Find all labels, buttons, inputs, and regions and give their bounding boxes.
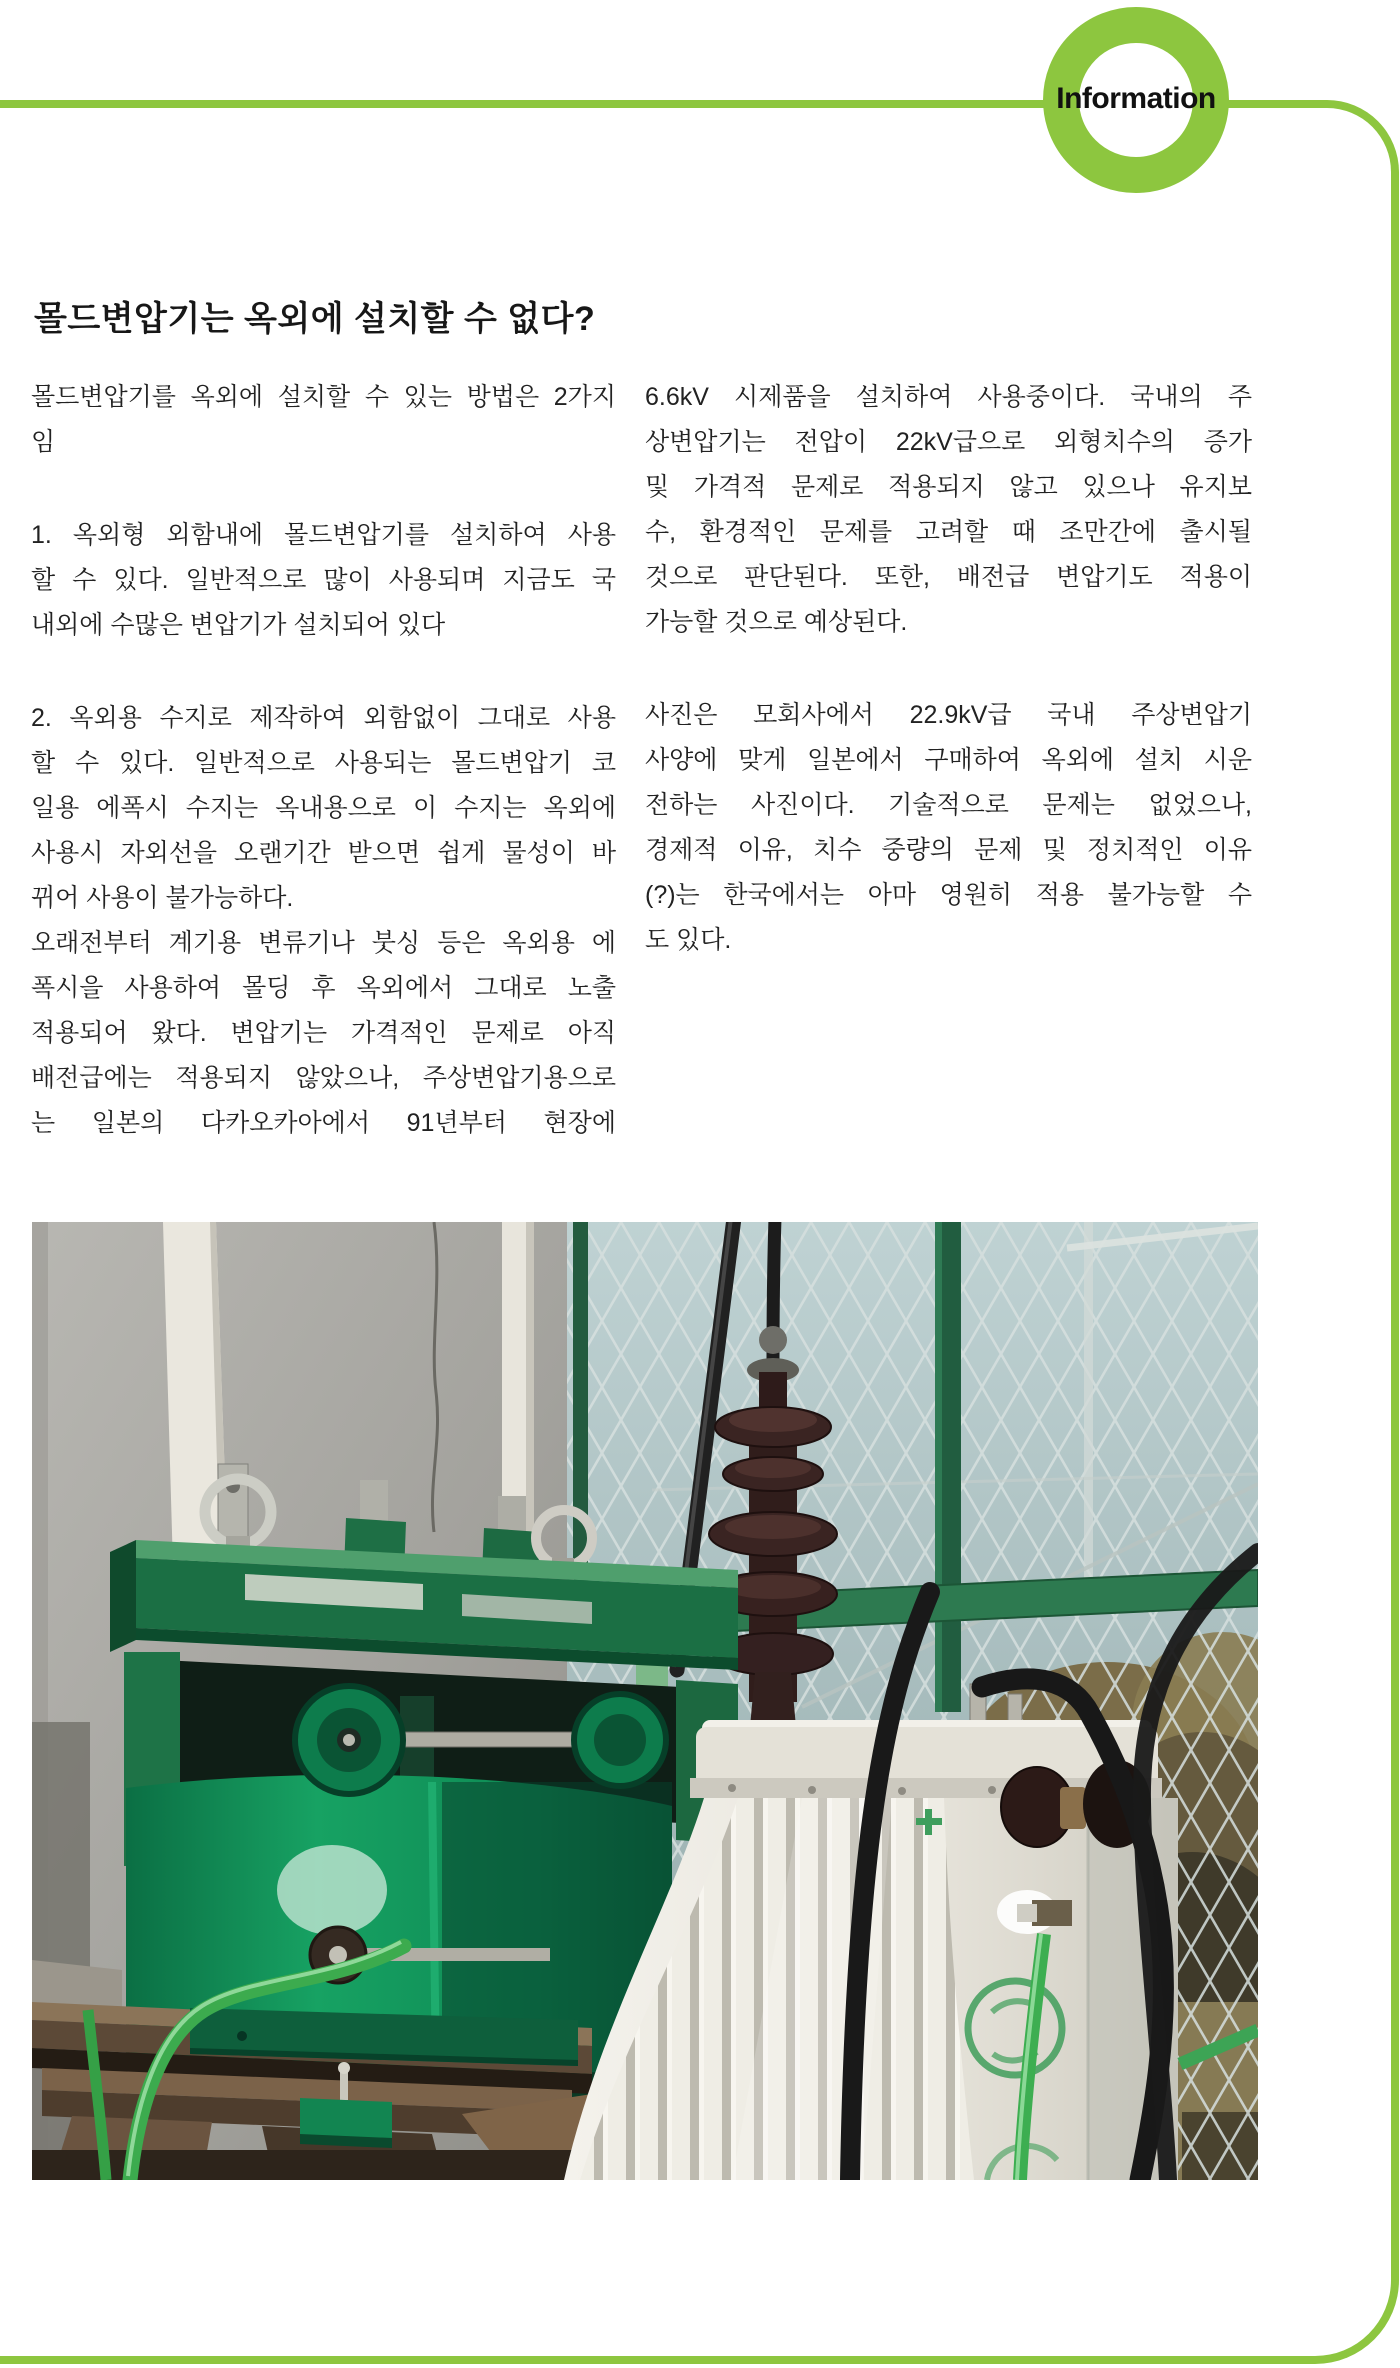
text-line: 1. 옥외형 외함내에 몰드변압기를 설치하여 사용 [31, 521, 616, 549]
text-line: 할 수 있다. 일반적으로 사용되는 몰드변압기 코 [31, 749, 616, 777]
text-line: 경제적 이유, 치수 중량의 문제 및 정치적인 이유 [645, 836, 1252, 864]
text-line: 사용시 자외선을 오랜기간 받으면 쉽게 물성이 바 [31, 839, 616, 867]
article-title: 몰드변압기는 옥외에 설치할 수 없다? [34, 300, 596, 338]
text-line: 오래전부터 계기용 변류기나 붓싱 등은 옥외용 에 [31, 929, 616, 957]
text-line: 상변압기는 전압이 22kV급으로 외형치수의 증가 [645, 428, 1252, 456]
text-line: 2. 옥외용 수지로 제작하여 외함없이 그대로 사용 [31, 704, 616, 732]
text-line: 적용되어 왔다. 변압기는 가격적인 문제로 아직 [31, 1019, 616, 1047]
text-line: 내외에 수많은 변압기가 설치되어 있다 [31, 611, 446, 639]
text-line: 사양에 맞게 일본에서 구매하여 옥외에 설치 시운 [645, 746, 1252, 774]
text-line: 는 일본의 다카오카아에서 91년부터 현장에 [31, 1109, 616, 1137]
text-line: 6.6kV 시제품을 설치하여 사용중이다. 국내의 주 [645, 383, 1252, 411]
text-line: 뀌어 사용이 불가능하다. [31, 884, 294, 912]
information-badge: Information [1056, 82, 1216, 115]
text-line: 사진은 모회사에서 22.9kV급 국내 주상변압기 [645, 701, 1252, 729]
text-line: 전하는 사진이다. 기술적으로 문제는 없었으나, [645, 791, 1252, 819]
text-line: 할 수 있다. 일반적으로 많이 사용되며 지금도 국 [31, 566, 616, 594]
page-border [0, 100, 1399, 2364]
text-line: 폭시을 사용하여 몰딩 후 옥외에서 그대로 노출 [31, 974, 616, 1002]
text-line: 임 [31, 428, 56, 456]
text-line: 배전급에는 적용되지 않았으나, 주상변압기용으로 [31, 1064, 616, 1092]
text-line: 가능할 것으로 예상된다. [645, 608, 908, 636]
text-line: 수, 환경적인 문제를 고려할 때 조만간에 출시될 [645, 518, 1252, 546]
text-line: 도 있다. [645, 926, 732, 954]
text-line: (?)는 한국에서는 아마 영원히 적용 불가능할 수 [645, 881, 1252, 909]
text-line: 몰드변압기를 옥외에 설치할 수 있는 방법은 2가지 [31, 383, 616, 411]
text-line: 및 가격적 문제로 적용되지 않고 있으나 유지보 [645, 473, 1252, 501]
text-line: 일용 에폭시 수지는 옥내용으로 이 수지는 옥외에 [31, 794, 616, 822]
text-line: 것으로 판단된다. 또한, 배전급 변압기도 적용이 [645, 563, 1252, 591]
